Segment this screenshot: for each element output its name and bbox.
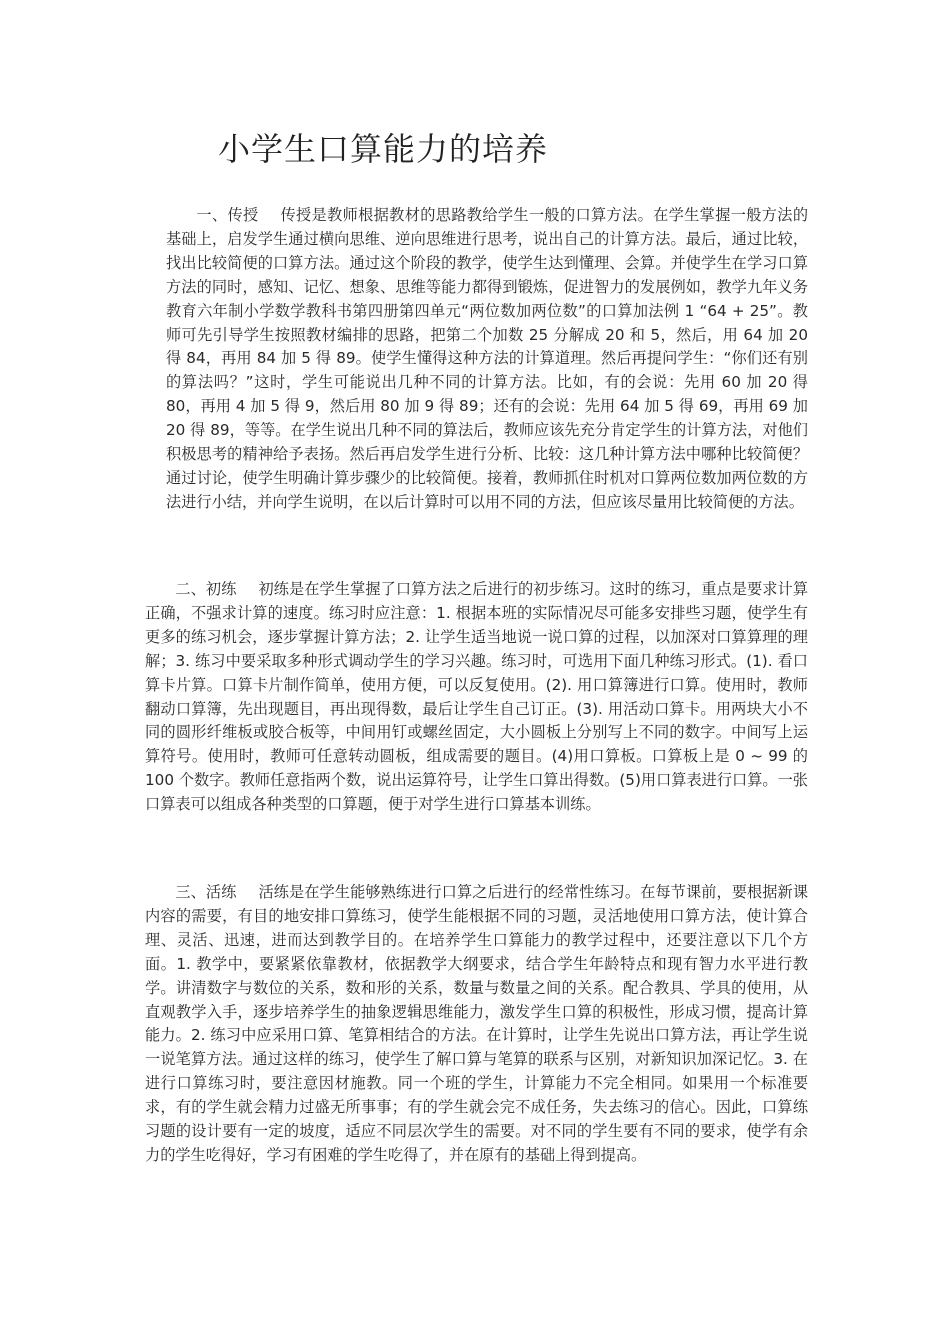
document-title: 小学生口算能力的培养 [218, 130, 549, 168]
section-paragraph-3 [145, 881, 808, 1168]
section-heading-3: 三、活练 [175, 883, 237, 901]
section-body-1: 传授是教师根据教材的思路教给学生一般的口算方法。在学生掌握一般方法的基础上，启发学生通过横向思维、逆向思维进行思考，说出自己的计算方法。最后，通过比较，找出比较简便的口算方法。通过这个阶段的教学，使学生达到懂理、会算。并使学生在学习口算方法的同时，感知、记忆、想象、思维等能力都得到锻炼，促进智力的发展例如，教学九年义务教育六年制小学数学教科书第四册第四单元“两位数加两位数”的口算加法例 1 “64 + 25”。教师可先引导学生按照教材编排的思路，把第二个加数 25 分解成 20 和 5，然后，用 64 加 20 得 84，再用 84 加 5 得 89。使学生懂得这种方法的计算道理。然后再提问学生：“你们还有别的算法吗？”这时，学生可能说出几种不同的计算方法。比如，有的会说：先用 60 加 20 得 80，再用 4 加 5 得 9，然后用 80 加 9 得 89；还有的会说：先用 64 加 5 得 69，再用 69 加 20 得 89，等等。在学生说出几种不同的算法后，教师应该先充分肯定学生的计算方法，对他们积极思考的精神给予表扬。然后再启发学生进行分析、比较：这几种计算方法中哪种比较简便？通过讨论，使学生明确计算步骤少的比较简便。接着，教师抓住时机对口算两位数加两位数的方法进行小结，并向学生说明，在以后计算时可以用不同的方法，但应该尽量用比较简便的方法。 [166, 206, 809, 511]
section-paragraph-1 [166, 204, 808, 515]
section-heading-2: 二、初练 [175, 580, 237, 598]
section-paragraph-2 [145, 578, 808, 817]
section-heading-1: 一、传授 [196, 206, 259, 224]
section-body-2: 初练是在学生掌握了口算方法之后进行的初步练习。这时的练习，重点是要求计算正确，不强求计算的速度。练习时应注意：1. 根据本班的实际情况尽可能多安排些习题，使学生有更多的练习机会，逐步掌握计算方法；2. 让学生适当地说一说口算的过程，以加深对口算算理的理解；3. 练习中要采取多种形式调动学生的学习兴趣。练习时，可选用下面几种练习形式。(1). 看口算卡片算。口算卡片制作简单，使用方便，可以反复使用。(2). 用口算簿进行口算。使用时，教师翻动口算簿，先出现题目，再出现得数，最后让学生自己订正。(3). 用活动口算卡。用两块大小不同的圆形纤维板或胶合板等，中间用钉或螺丝固定，大小圆板上分别写上不同的数字。中间写上运算符号。使用时，教师可任意转动圆板，组成需要的题目。(4)用口算板。口算板上是 0 ~ 99 的 100 个数字。教师任意指两个数，说出运算符号，让学生口算出得数。(5)用口算表进行口算。一张口算表可以组成各种类型的口算题，便于对学生进行口算基本训练。 [145, 580, 809, 814]
section-body-3: 活练是在学生能够熟练进行口算之后进行的经常性练习。在每节课前，要根据新课内容的需要，有目的地安排口算练习，使学生能根据不同的习题，灵活地使用口算方法，使计算合理、灵活、迅速，进而达到教学目的。在培养学生口算能力的教学过程中，还要注意以下几个方面。1. 教学中，要紧紧依靠教材，依据教学大纲要求，结合学生年龄特点和现有智力水平进行教学。讲清数字与数位的关系，数和形的关系，数量与数量之间的关系。配合教具、学具的使用，从直观教学入手，逐步培养学生的抽象逻辑思维能力，激发学生口算的积极性，形成习惯，提高计算能力。2. 练习中应采用口算、笔算相结合的方法。在计算时，让学生先说出口算方法，再让学生说一说笔算方法。通过这样的练习，使学生了解口算与笔算的联系与区别，对新知识加深记忆。3. 在进行口算练习时，要注意因材施教。同一个班的学生，计算能力不完全相同。如果用一个标准要求，有的学生就会精力过盛无所事事；有的学生就会完不成任务，失去练习的信心。因此，口算练习题的设计要有一定的坡度，适应不同层次学生的需要。对不同的学生要有不同的要求，使学有余力的学生吃得好，学习有困难的学生吃得了，并在原有的基础上得到提高。 [145, 883, 809, 1164]
